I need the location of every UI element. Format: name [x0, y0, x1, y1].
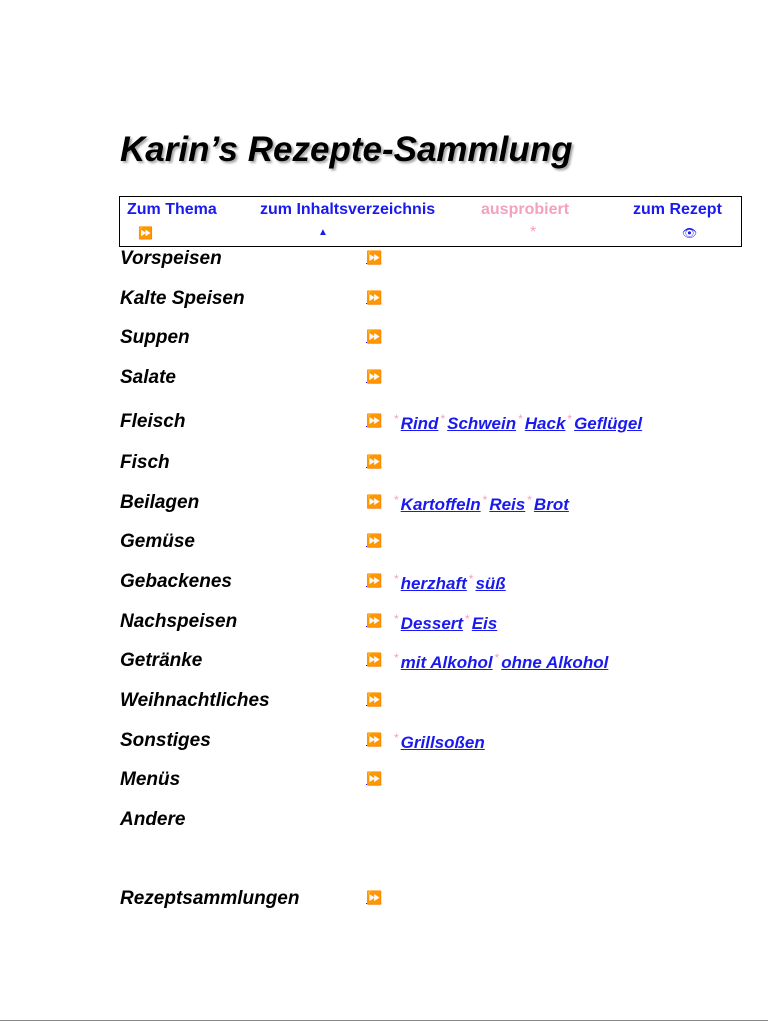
category-row [0, 411, 768, 435]
tried-star-icon: * [440, 412, 446, 426]
fast-forward-icon[interactable]: ⏩ [366, 732, 382, 747]
subcategory-links [392, 651, 608, 673]
nav-inhaltsverzeichnis-link[interactable]: zum Inhaltsverzeichnis [260, 201, 436, 218]
category-row [0, 690, 768, 714]
subcategory-links [392, 612, 497, 634]
category-label: Gemüse [120, 531, 195, 552]
category-label: Weihnachtliches [120, 690, 270, 711]
tried-star-icon: * [394, 651, 399, 665]
fast-forward-icon[interactable]: ⏩ [366, 290, 382, 305]
fast-forward-icon[interactable]: ⏩ [366, 652, 382, 667]
fast-forward-icon[interactable]: ⏩ [366, 250, 382, 265]
category-row [0, 327, 768, 351]
category-row [0, 809, 768, 833]
fast-forward-icon[interactable]: ⏩ [366, 771, 382, 786]
tried-star-icon: * [518, 412, 523, 426]
subcategory-link[interactable]: Geflügel [574, 414, 643, 433]
tried-star-icon: * [567, 412, 573, 426]
nav-zum-thema-link[interactable]: Zum Thema [127, 201, 217, 218]
subcategory-links [392, 493, 569, 515]
category-label: Getränke [120, 650, 203, 671]
category-row [0, 452, 768, 476]
category-row [0, 769, 768, 793]
subcategory-link[interactable]: Hack [524, 414, 566, 433]
category-label: Beilagen [120, 492, 200, 513]
category-row [0, 730, 768, 754]
category-label: Fisch [120, 452, 170, 473]
fast-forward-icon[interactable]: ⏩ [366, 494, 382, 509]
subcategory-link[interactable]: süß [475, 574, 506, 593]
category-label: Rezeptsammlungen [120, 888, 300, 909]
category-row [0, 531, 768, 555]
subcategory-link[interactable]: Schwein [447, 414, 517, 433]
category-row [0, 288, 768, 312]
category-label: Andere [120, 809, 186, 830]
subcategory-link[interactable]: Brot [533, 495, 569, 514]
subcategory-link[interactable]: mit Alkohol [400, 653, 493, 672]
nav-ausprobiert-label: ausprobiert [481, 201, 570, 218]
tried-star-icon: * [394, 612, 399, 626]
tried-star-icon: * [394, 412, 399, 426]
category-label: Salate [120, 367, 176, 388]
fast-forward-icon[interactable]: ⏩ [366, 692, 382, 707]
subcategory-link[interactable]: Eis [471, 614, 498, 633]
tried-star-icon: * [482, 493, 488, 507]
category-row [0, 650, 768, 674]
category-label: Gebackenes [120, 571, 232, 592]
fast-forward-icon[interactable]: ⏩ [366, 413, 382, 428]
eye-icon[interactable]: 👁 [682, 226, 698, 240]
star-icon: * [530, 224, 537, 241]
up-triangle-icon[interactable]: ▲ [318, 227, 328, 238]
tried-star-icon: * [394, 731, 399, 745]
category-row [0, 571, 768, 595]
subcategory-link[interactable]: Dessert [400, 614, 464, 633]
fast-forward-icon[interactable]: ⏩ [366, 573, 382, 588]
tried-star-icon: * [527, 493, 532, 507]
category-row [0, 888, 768, 912]
subcategory-link[interactable]: herzhaft [400, 574, 467, 593]
category-label: Vorspeisen [120, 248, 222, 269]
category-label: Fleisch [120, 411, 186, 432]
category-row [0, 492, 768, 516]
subcategory-link[interactable]: Rind [400, 414, 439, 433]
subcategory-link[interactable]: Reis [489, 495, 526, 514]
category-label: Kalte Speisen [120, 288, 245, 309]
fast-forward-icon[interactable]: ⏩ [366, 329, 382, 344]
tried-star-icon: * [394, 572, 399, 586]
subcategory-link[interactable]: Kartoffeln [400, 495, 481, 514]
category-row [0, 611, 768, 635]
category-row [0, 367, 768, 391]
tried-star-icon: * [465, 612, 470, 626]
nav-zum-rezept-link[interactable]: zum Rezept [633, 201, 722, 218]
subcategory-links [392, 731, 485, 753]
subcategory-link[interactable]: ohne Alkohol [501, 653, 609, 672]
category-label: Sonstiges [120, 730, 211, 751]
fast-forward-icon[interactable]: ⏩ [366, 454, 382, 469]
subcategory-links [392, 572, 506, 594]
category-row [0, 248, 768, 272]
subcategory-links [392, 412, 642, 434]
footer-divider [0, 1020, 768, 1021]
subcategory-link[interactable]: Grillsoßen [400, 733, 485, 752]
fast-forward-icon[interactable]: ⏩ [138, 226, 153, 240]
tried-star-icon: * [494, 651, 500, 665]
fast-forward-icon[interactable]: ⏩ [366, 613, 382, 628]
category-label: Suppen [120, 327, 190, 348]
fast-forward-icon[interactable]: ⏩ [366, 890, 382, 905]
category-label: Nachspeisen [120, 611, 238, 632]
navigation-legend [119, 196, 742, 247]
fast-forward-icon[interactable]: ⏩ [366, 369, 382, 384]
tried-star-icon: * [468, 572, 474, 586]
category-label: Menüs [120, 769, 181, 790]
tried-star-icon: * [394, 493, 399, 507]
page-title: Karin’s Rezepte-Sammlung [120, 130, 573, 169]
fast-forward-icon[interactable]: ⏩ [366, 533, 382, 548]
